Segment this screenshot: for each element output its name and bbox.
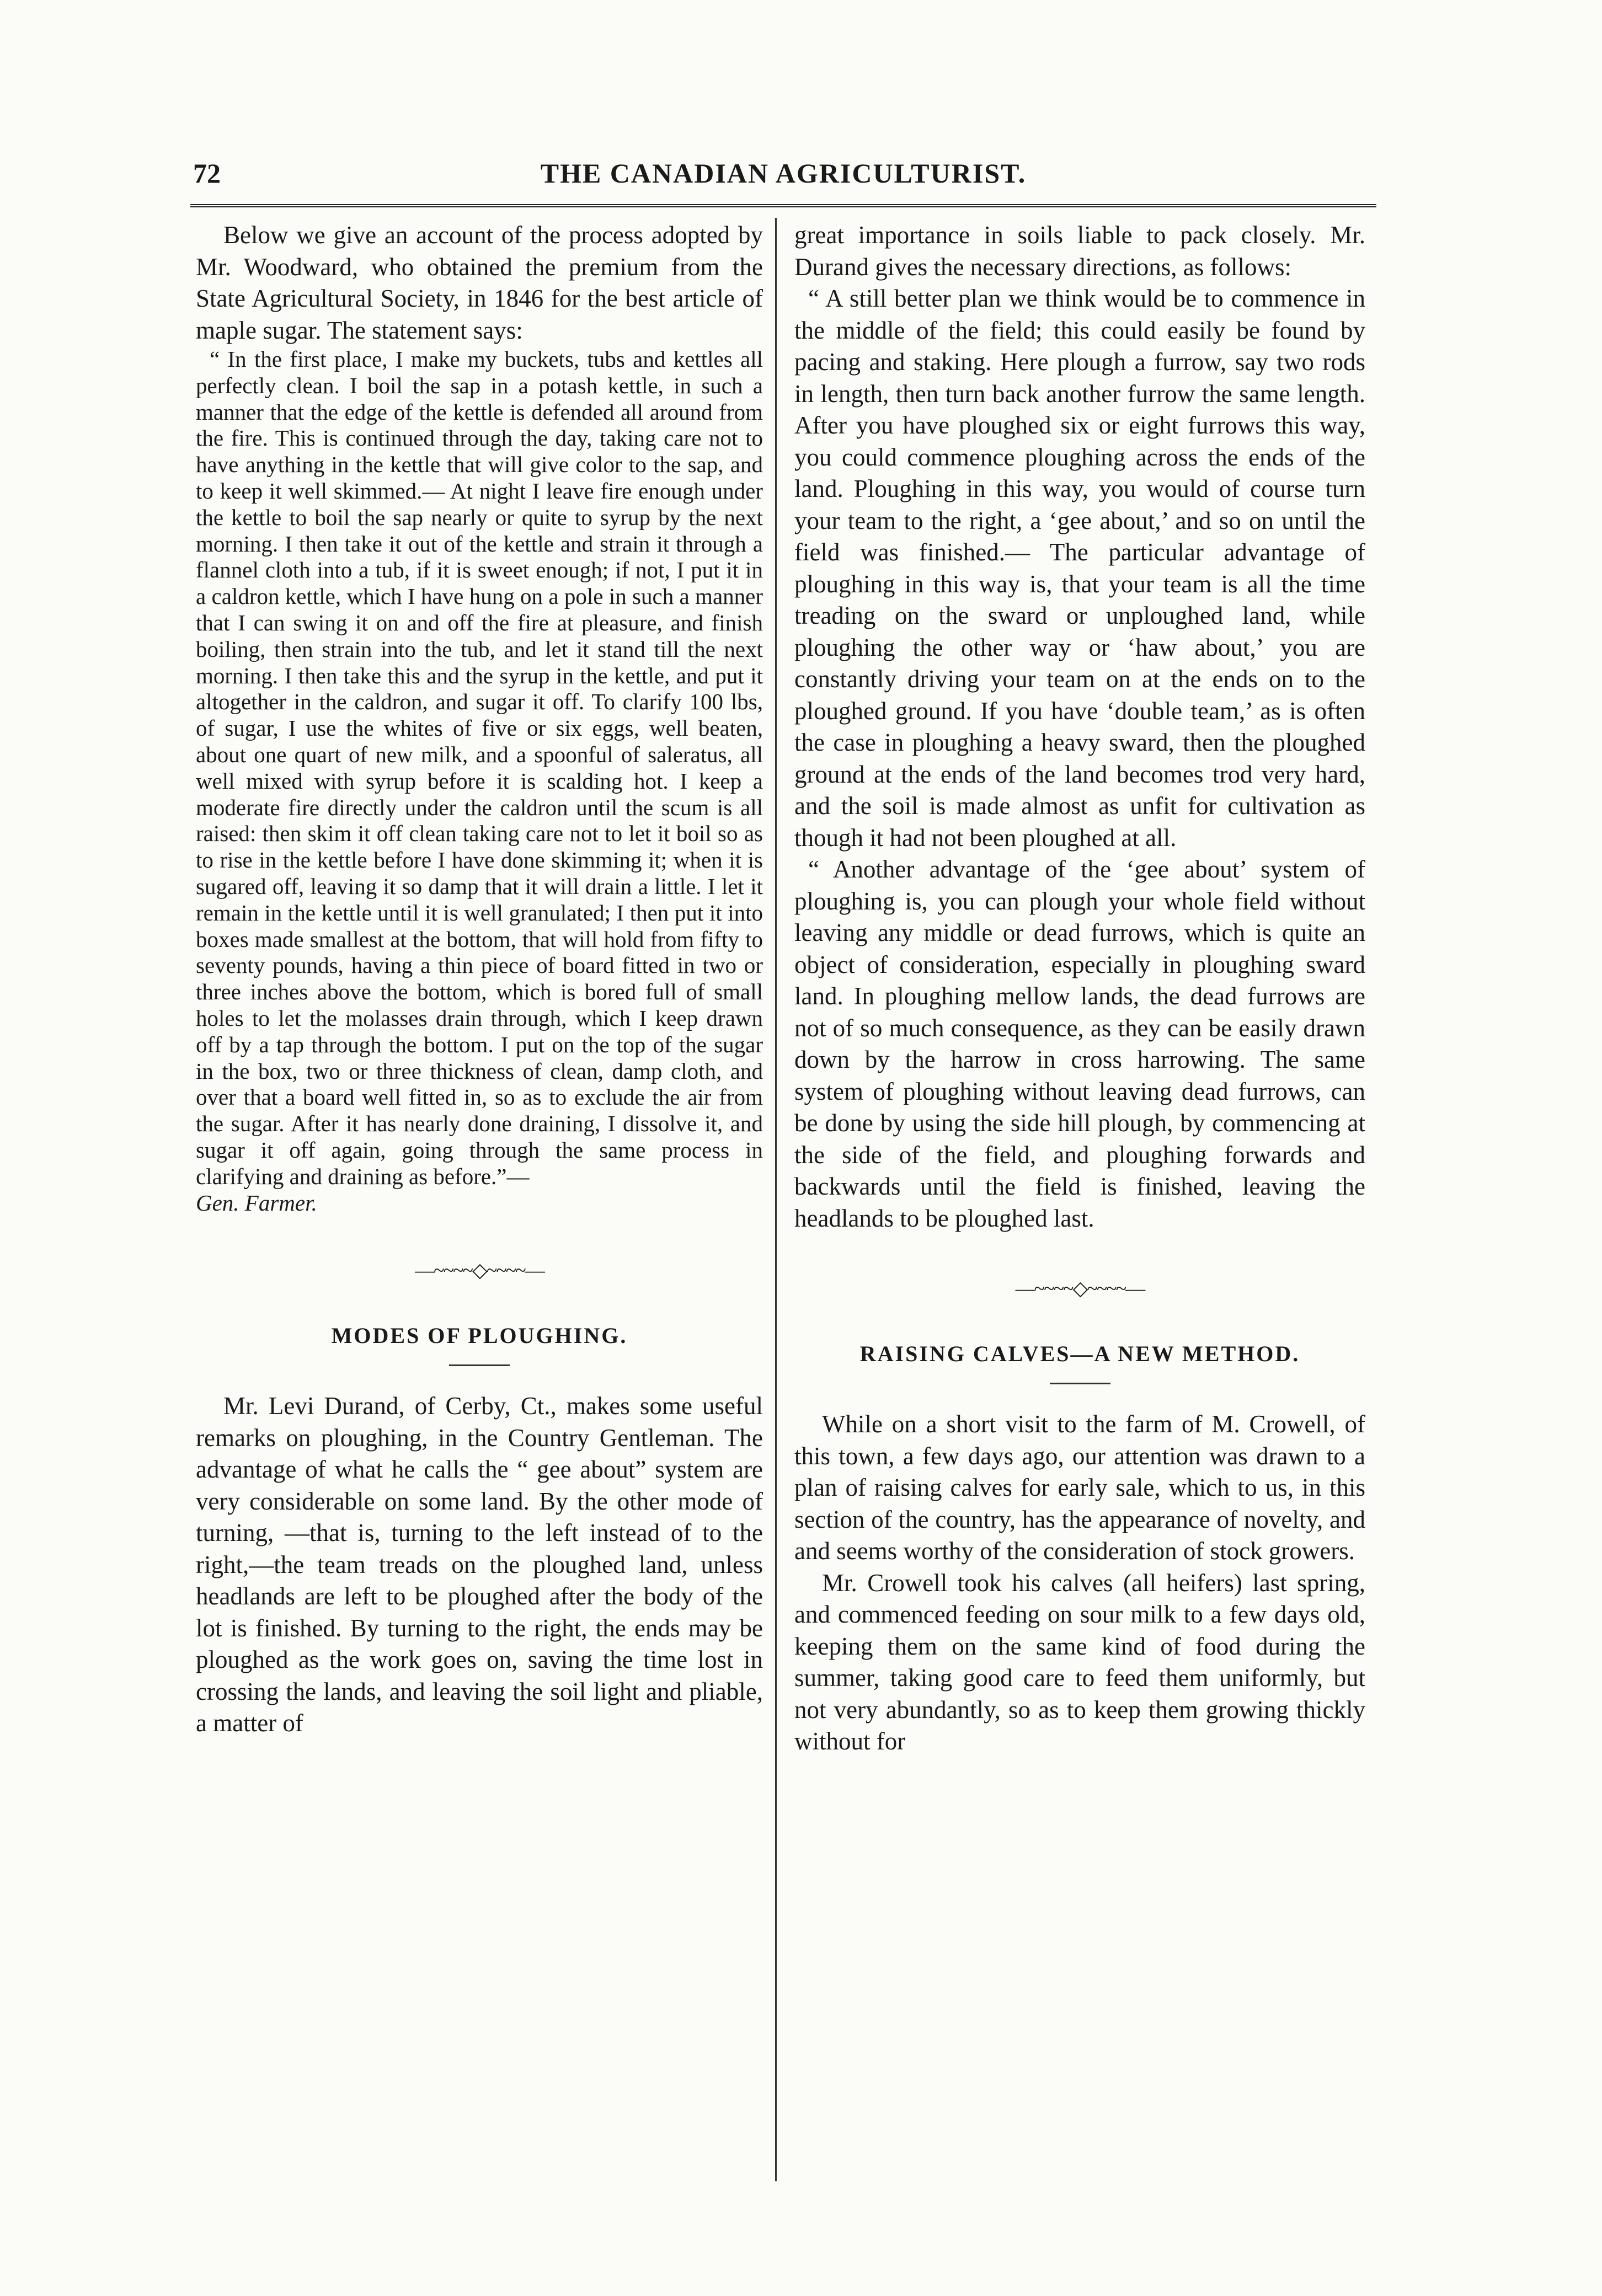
section-heading-ploughing: MODES OF PLOUGHING.	[331, 1323, 628, 1348]
ploughing-quote-1: “ A still better plan we think would be to commence in the middle of the field; this could easily be found by pacing and staking. Here plough a furrow, say two rods in length, then turn back another furrow the same length. After you have ploughed six or eight furrows this way, you could commence ploughing across the ends of the land. Ploughing in this way, you would of course turn your team to the right, a ‘gee about,’ and so on until the field was finished.— The particular advantage of ploughing in this way is, that your team is all the time treading on the sward or unploughed land, while ploughing the other way or ‘haw about,’ you are constantly driving your team on at the ends on to the ploughed ground. If you have ‘double team,’ as is often the case in ploughing a heavy sward, then the ploughed ground at the ends of the land becomes trod very hard, and the soil is made almost as unfit for cultivation as though it had not been ploughed at all.	[794, 285, 1365, 852]
section-heading-calves: RAISING CALVES—A NEW METHOD.	[859, 1341, 1300, 1366]
page-number: 72	[193, 158, 221, 189]
header-rule	[190, 204, 1376, 207]
quote-source: Gen. Farmer.	[196, 1190, 317, 1216]
calves-body-2: Mr. Crowell took his calves (all heifers) last spring, and commenced feeding on sour milk to a few days old, keeping them on the same kind of food during the summer, taking good care to feed them uniformly, but not very abundantly, so as to keep them growing thickly without for	[794, 1569, 1365, 1755]
column-divider	[775, 218, 777, 2181]
right-column	[794, 220, 1365, 1758]
heading-rule	[449, 1364, 510, 1366]
ploughing-continuation: great importance in soils liable to pack closely. Mr. Durand gives the necessary directions, as follows:	[794, 221, 1365, 281]
maple-sugar-intro: Below we give an account of the process adopted by Mr. Woodward, who obtained the premium from the State Agricultural Society, in 1846 for the best article of maple sugar. The statement says:	[196, 221, 763, 344]
left-column	[196, 220, 763, 1740]
maple-sugar-quote: “ In the first place, I make my buckets, tubs and kettles all perfectly clean. I boil the sap in a potash kettle, in such a manner that the edge of the kettle is defended all around from the fire. This is continued through the day, taking care not to have anything in the kettle that will give color to the sap, and to keep it well skimmed.— At night I leave fire enough under the kettle to boil the sap nearly or quite to syrup by the next morning. I then take it out of the kettle and strain it through a flannel cloth into a tub, if it is sweet enough; if not, I put it in a caldron kettle, which I have hung on a pole in such a manner that I can swing it on and off the fire at pleasure, and finish boiling, then strain into the tub, and let it stand till the next morning. I then take this and the syrup in the kettle, and put it altogether in the caldron, and sugar it off. To clarify 100 lbs, of sugar, I use the whites of five or six eggs, well beaten, about one quart of new milk, and a spoonful of saleratus, all well mixed with syrup before it is scalding hot. I keep a moderate fire directly under the caldron until the scum is all raised: then skim it off clean taking care not to let it boil so as to rise in the kettle before I have done skimming it; when it is sugared off, leaving it so damp that it will drain a little. I let it remain in the kettle until it is well granulated; I then put it into boxes made smallest at the bottom, that will hold from fifty to seventy pounds, having a thin piece of board fitted in two or three inches above the bottom, which is bored full of small holes to let the molasses drain through, which I keep drawn off by a tap through the bottom. I put on the top of the sugar in the box, two or three thickness of clean, damp cloth, and over that a board well fitted in, so as to exclude the air from the sugar. After it has nearly done draining, I dissolve it, and sugar it off again, going through the same process in clarifying and draining as before.”—	[196, 346, 763, 1189]
running-head: THE CANADIAN AGRICULTURIST.	[540, 158, 1027, 189]
page-header	[193, 157, 1374, 196]
ploughing-body: Mr. Levi Durand, of Cerby, Ct., makes some useful remarks on ploughing, in the Country Gentleman. The advantage of what he calls the “ gee about” system are very considerable on some land. By the other mode of turning, —that is, turning to the left instead of to the right,—the team treads on the ploughed land, unless headlands are left to be ploughed after the body of the lot is finished. By turning to the right, the ends may be ploughed as the work goes on, saving the time lost in crossing the lands, and leaving the soil light and pliable, a matter of	[196, 1392, 763, 1737]
ploughing-quote-2: “ Another advantage of the ‘gee about’ system of ploughing is, you can plough your whole field without leaving any middle or dead furrows, which is quite an object of consideration, especially in ploughing sward land. In ploughing mellow lands, the dead furrows are not of so much consequence, as they can be easily drawn down by the harrow in cross harrowing. The same system of ploughing without leaving dead furrows, can be done by using the side hill plough, by commencing at the side of the field, and ploughing forwards and backwards until the field is finished, leaving the headlands to be ploughed last.	[794, 855, 1365, 1232]
section-ornament: —~~~~◇~~~~—	[415, 1259, 544, 1282]
heading-rule	[1050, 1383, 1110, 1384]
calves-body-1: While on a short visit to the farm of M. Crowell, of this town, a few days ago, our attention was drawn to a plan of raising calves for early sale, which to us, in this section of the country, has the appearance of novelty, and and seems worthy of the consideration of stock growers.	[794, 1410, 1365, 1565]
section-ornament: —~~~~◇~~~~—	[1015, 1277, 1145, 1299]
